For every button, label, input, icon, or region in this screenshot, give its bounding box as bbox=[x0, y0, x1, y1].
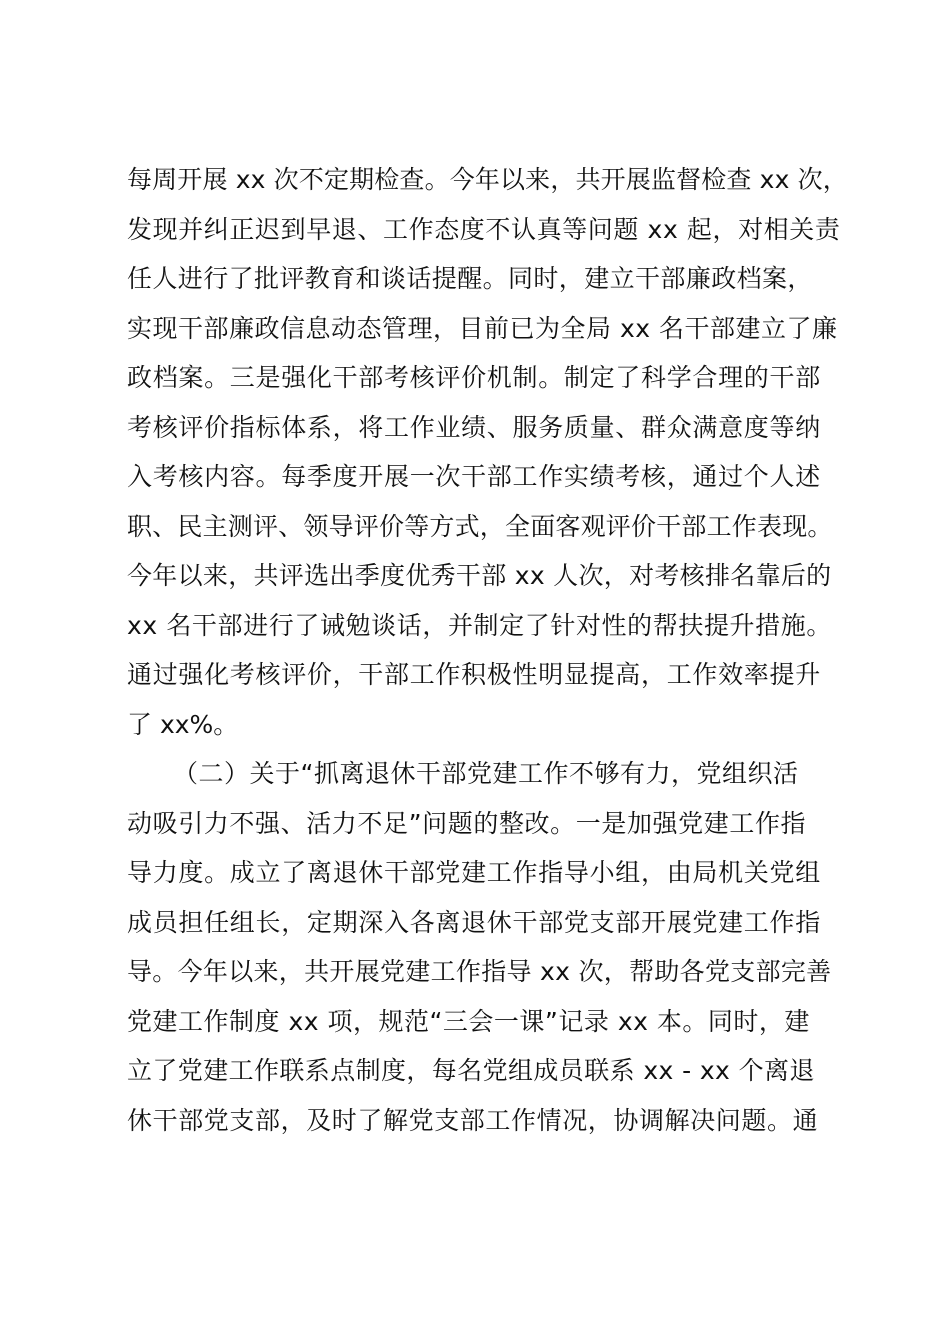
text-line: 动吸引力不强、活力不足”问题的整改。一是加强党建工作指 bbox=[127, 808, 807, 838]
paragraph-start-line: （二）关于“抓离退休干部党建工作不够有力，党组织活 bbox=[173, 759, 799, 788]
text-line: 导力度。成立了离退休干部党建工作指导小组，由局机关党组 bbox=[127, 858, 821, 887]
text-line: 成员担任组长，定期深入各离退休干部党支部开展党建工作指 bbox=[127, 907, 821, 937]
text-line: 考核评价指标体系，将工作业绩、服务质量、群众满意度等纳 bbox=[127, 412, 821, 442]
text-line: 职、民主测评、领导评价等方式，全面客观评价干部工作表现。 bbox=[127, 511, 833, 541]
text-line: 休干部党支部，及时了解党支部工作情况，协调解决问题。通 bbox=[127, 1105, 819, 1135]
text-line: 通过强化考核评价，干部工作积极性明显提高，工作效率提升 bbox=[127, 660, 821, 689]
text-line: 了 xx%。 bbox=[127, 709, 239, 739]
text-line: 今年以来，共评选出季度优秀干部 xx 人次，对考核排名靠后的 bbox=[127, 561, 832, 590]
body-text bbox=[127, 155, 867, 1145]
text-line: 入考核内容。每季度开展一次干部工作实绩考核，通过个人述 bbox=[127, 462, 821, 491]
text-line: 发现并纠正迟到早退、工作态度不认真等问题 xx 起，对相关责 bbox=[127, 214, 841, 244]
text-line: 政档案。三是强化干部考核评价机制。制定了科学合理的干部 bbox=[127, 363, 821, 392]
text-line: 导。今年以来，共开展党建工作指导 xx 次，帮助各党支部完善 bbox=[127, 957, 832, 986]
text-line: 任人进行了批评教育和谈话提醒。同时，建立干部廉政档案， bbox=[127, 264, 813, 293]
text-line: 实现干部廉政信息动态管理，目前已为全局 xx 名干部建立了廉 bbox=[127, 313, 838, 343]
text-line: 每周开展 xx 次不定期检查。今年以来，共开展监督检查 xx 次， bbox=[127, 165, 848, 194]
text-line: 立了党建工作联系点制度，每名党组成员联系 xx - xx 个离退 bbox=[127, 1056, 815, 1085]
text-line: xx 名干部进行了诫勉谈话，并制定了针对性的帮扶提升措施。 bbox=[127, 610, 832, 640]
text-line: 党建工作制度 xx 项，规范“三会一课”记录 xx 本。同时，建 bbox=[127, 1006, 810, 1036]
